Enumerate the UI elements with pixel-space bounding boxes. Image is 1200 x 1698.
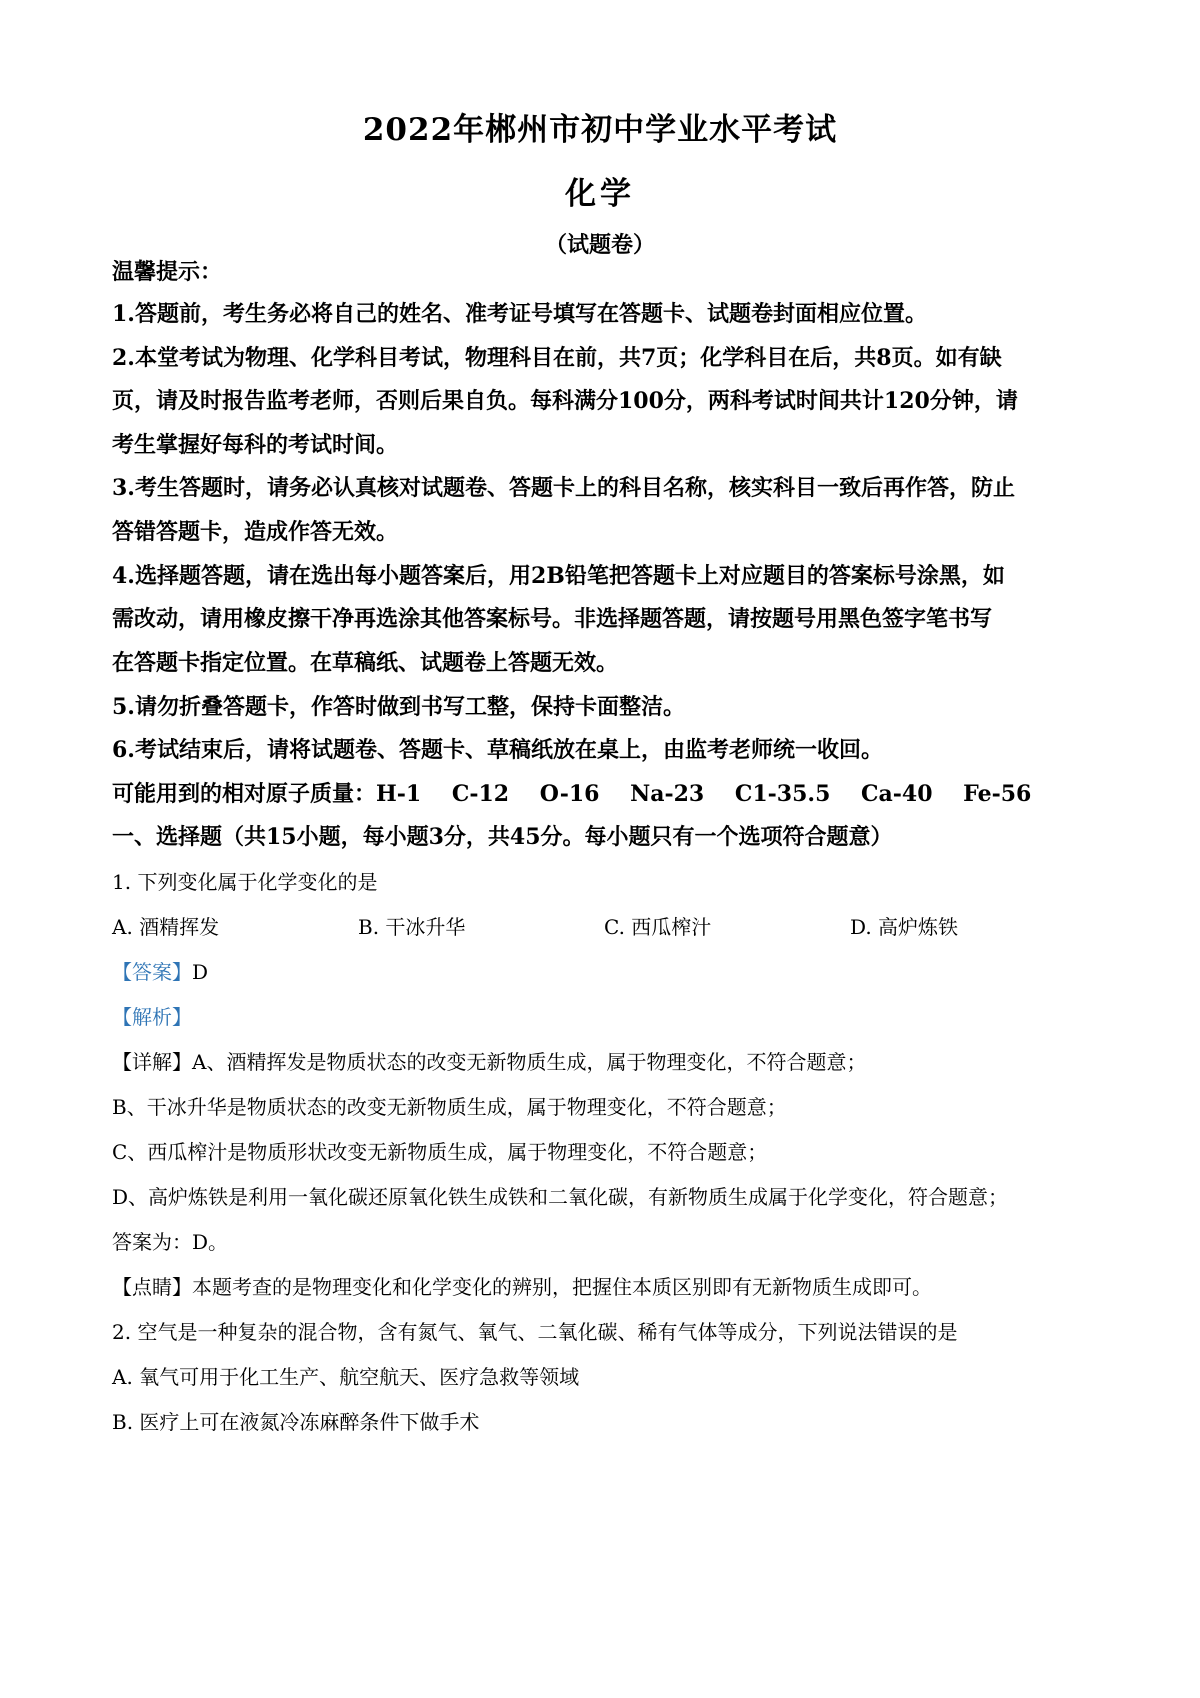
instruction-line: 3.考生答题时，请务必认真核对试题卷、答题卡上的科目名称，核实科目一致后再作答，防止 [112,475,1015,501]
option-a: A. 氧气可用于化工生产、航空航天、医疗急救等领域 [112,1365,580,1389]
instruction-line: 答错答题卡，造成作答无效。 [112,519,399,545]
question-stem: 1. 下列变化属于化学变化的是 [112,870,378,894]
instruction-line: 需改动，请用橡皮擦干净再选涂其他答案标号。非选择题答题，请按题号用黑色签字笔书写 [112,606,993,632]
detail-line: 【详解】A、酒精挥发是物质状态的改变无新物质生成，属于物理变化，不符合题意； [112,1050,867,1074]
option-c: C. 西瓜榨汁 [604,915,712,939]
exam-title: 2022年郴州市初中学业水平考试 [362,112,838,148]
instruction-line: 5.请勿折叠答题卡，作答时做到书写工整，保持卡面整洁。 [112,694,685,720]
atomic-masses: 可能用到的相对原子质量：H-1 C-12 O-16 Na-23 C1-35.5 Ca-40 Fe-56 [112,781,1032,807]
section-heading: 一、选择题（共15小题，每小题3分，共45分。每小题只有一个选项符合题意） [112,824,893,850]
options-row [112,911,1012,939]
answer-line [112,956,208,985]
subject-title: 化学 [565,176,635,212]
analysis-tag: 【解析】 [112,1005,192,1029]
instruction-line: 在答题卡指定位置。在草稿纸、试题卷上答题无效。 [112,650,619,676]
answer-value: D [192,960,209,984]
option-b: B. 医疗上可在液氮冷冻麻醉条件下做手术 [112,1410,480,1434]
option-a: A. 酒精挥发 [112,915,220,939]
instruction-line: 2.本堂考试为物理、化学科目考试，物理科目在前，共7页；化学科目在后，共8页。如有缺 [112,345,1002,371]
instruction-line: 页，请及时报告监考老师，否则后果自负。每科满分100分，两科考试时间共计120分钟，请 [112,388,1018,414]
detail-line: B、干冰升华是物质状态的改变无新物质生成，属于物理变化，不符合题意； [112,1095,787,1119]
detail-line: C、西瓜榨汁是物质形状改变无新物质生成，属于物理变化，不符合题意； [112,1140,768,1164]
detail-line: D、高炉炼铁是利用一氧化碳还原氧化铁生成铁和二氧化碳，有新物质生成属于化学变化，符合题意； [112,1185,1009,1209]
paper-label: （试题卷） [544,232,655,258]
tips-heading: 温馨提示： [112,259,223,285]
instruction-line: 考生掌握好每科的考试时间。 [112,432,399,458]
option-b: B. 干冰升华 [358,915,466,939]
instruction-line: 1.答题前，考生务必将自己的姓名、准考证号填写在答题卡、试题卷封面相应位置。 [112,301,927,327]
detail-line: 答案为：D。 [112,1230,229,1254]
comment-line: 【点睛】本题考查的是物理变化和化学变化的辨别，把握住本质区别即有无新物质生成即可。 [112,1275,932,1299]
instruction-line: 4.选择题答题，请在选出每小题答案后，用2B铅笔把答题卡上对应题目的答案标号涂黑，如 [112,563,1005,589]
instruction-line: 6.考试结束后，请将试题卷、答题卡、草稿纸放在桌上，由监考老师统一收回。 [112,737,883,763]
answer-tag: 【答案】 [112,960,192,984]
question-stem: 2. 空气是一种复杂的混合物，含有氮气、氧气、二氧化碳、稀有气体等成分，下列说法错误的是 [112,1320,958,1344]
option-d: D. 高炉炼铁 [850,915,959,939]
